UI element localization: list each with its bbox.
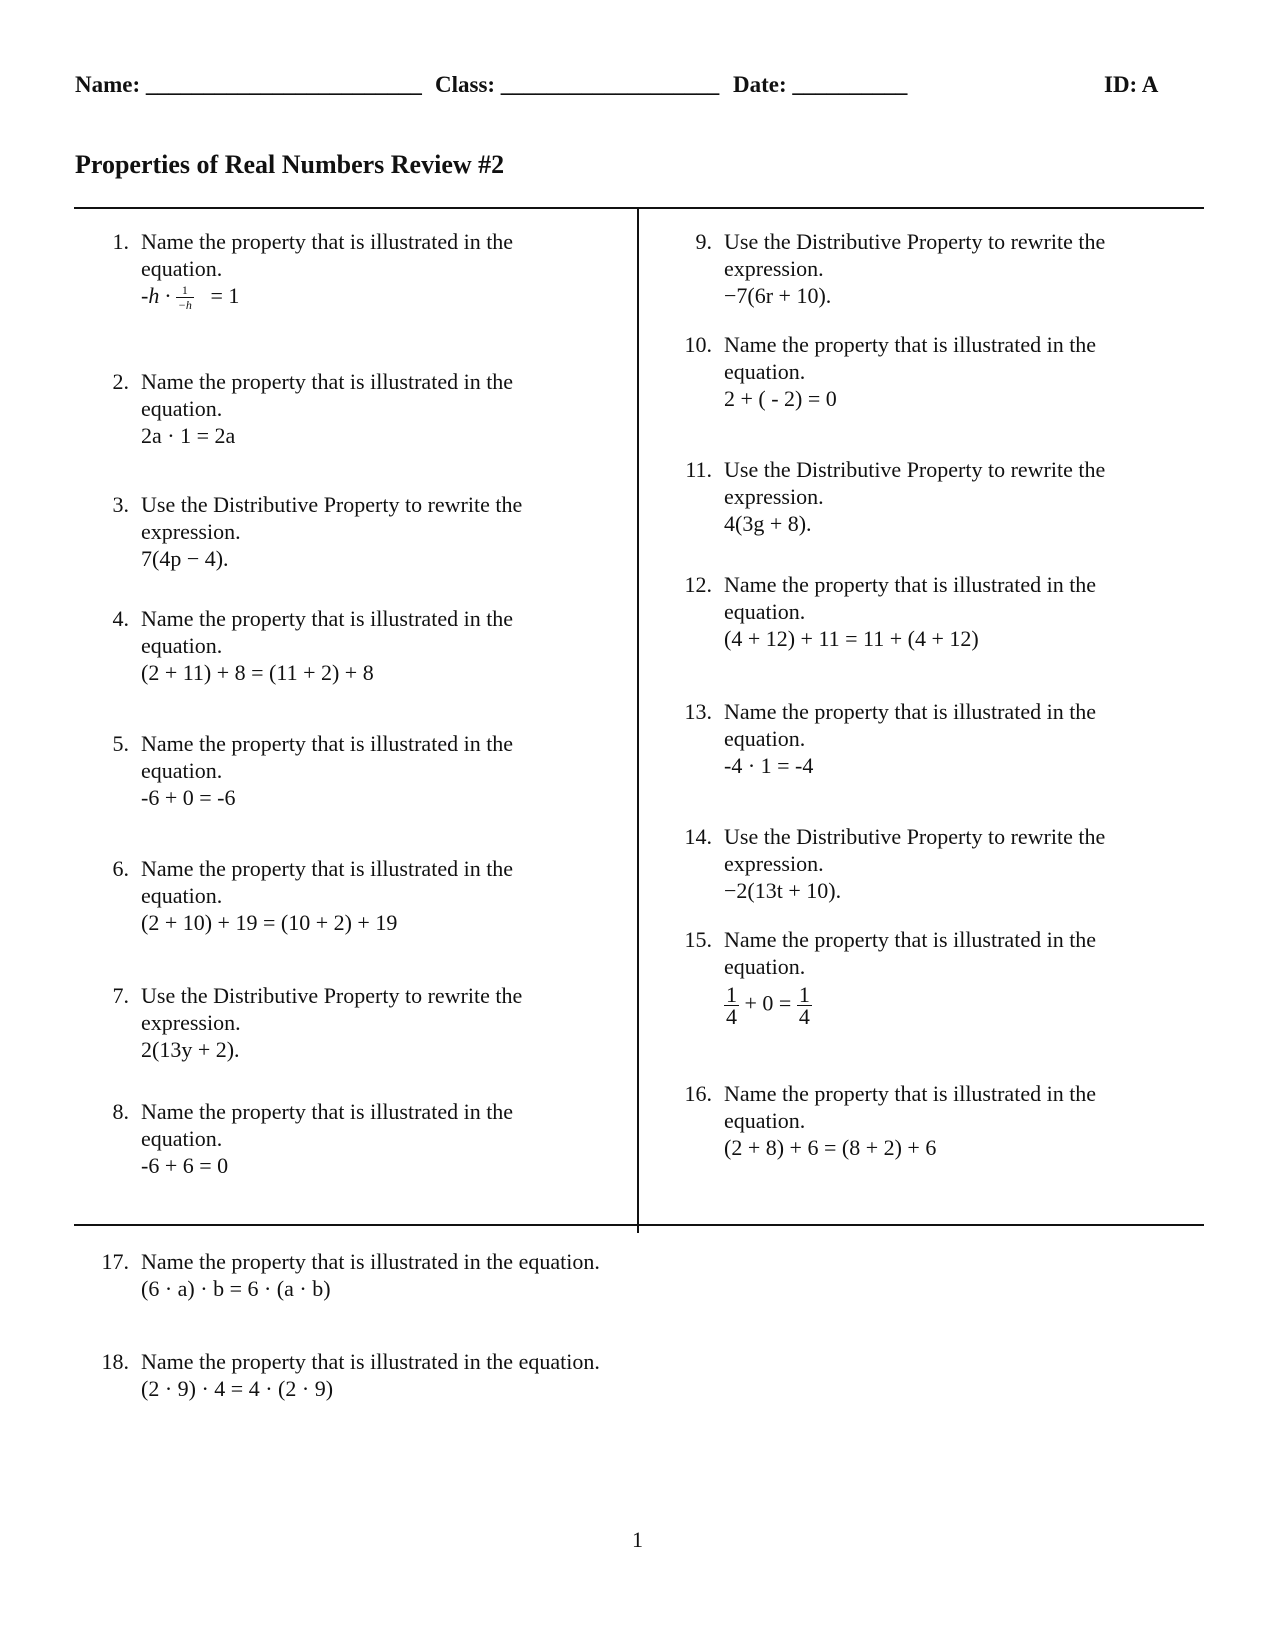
question-equation bbox=[724, 984, 1144, 1027]
question-3 bbox=[112, 491, 561, 572]
class-field-label: Class: ___________________ bbox=[435, 72, 720, 97]
question-equation: -6 + 6 = 0 bbox=[141, 1153, 229, 1178]
fraction bbox=[797, 984, 812, 1027]
question-number: 18. bbox=[101, 1349, 129, 1374]
question-expression: −2(13t + 10). bbox=[724, 878, 842, 903]
question-number: 17. bbox=[101, 1249, 129, 1274]
question-7 bbox=[112, 982, 561, 1063]
question-number: 5. bbox=[112, 731, 129, 756]
question-text: Name the property that is illustrated in the equation. bbox=[724, 1081, 1097, 1133]
question-expression: 2(13y + 2). bbox=[141, 1037, 240, 1062]
question-number: 12. bbox=[684, 572, 712, 597]
fraction-denominator: −h bbox=[177, 298, 192, 313]
question-text: Use the Distributive Property to rewrite the expression. bbox=[141, 492, 523, 544]
question-number: 8. bbox=[112, 1099, 129, 1124]
fraction bbox=[176, 284, 194, 311]
question-equation: 2 + ( - 2) = 0 bbox=[724, 386, 837, 411]
question-4 bbox=[112, 605, 561, 686]
question-8 bbox=[112, 1098, 561, 1179]
question-14 bbox=[684, 823, 1144, 904]
question-equation: (2 + 11) + 8 = (11 + 2) + 8 bbox=[141, 660, 374, 685]
id-label: ID: A bbox=[1104, 72, 1159, 97]
question-9 bbox=[695, 228, 1144, 309]
question-number: 3. bbox=[112, 492, 129, 517]
question-text: Name the property that is illustrated in the equation. bbox=[141, 606, 514, 658]
question-text: Name the property that is illustrated in the equation. bbox=[141, 1249, 600, 1274]
question-text: Name the property that is illustrated in the equation. bbox=[724, 927, 1097, 979]
question-number: 14. bbox=[684, 824, 712, 849]
question-expression: 4(3g + 8). bbox=[724, 511, 812, 536]
date-field-label: Date: __________ bbox=[733, 72, 908, 97]
question-equation bbox=[141, 282, 561, 311]
fraction bbox=[724, 984, 739, 1027]
question-expression: −7(6r + 10). bbox=[724, 283, 832, 308]
fraction-denominator: 4 bbox=[726, 1004, 737, 1029]
question-text: Name the property that is illustrated in the equation. bbox=[141, 856, 514, 908]
question-number: 16. bbox=[684, 1081, 712, 1106]
question-text: Name the property that is illustrated in the equation. bbox=[141, 369, 514, 421]
question-equation: (2 + 10) + 19 = (10 + 2) + 19 bbox=[141, 910, 398, 935]
question-number: 11. bbox=[685, 457, 712, 482]
question-equation: (2 + 8) + 6 = (8 + 2) + 6 bbox=[724, 1135, 937, 1160]
question-text: Name the property that is illustrated in the equation. bbox=[141, 731, 514, 783]
top-divider bbox=[74, 207, 1204, 209]
question-5 bbox=[112, 730, 561, 811]
question-18 bbox=[101, 1348, 841, 1402]
question-number: 13. bbox=[684, 699, 712, 724]
question-equation: -4 · 1 = -4 bbox=[724, 753, 814, 778]
eq-right: = 1 bbox=[210, 283, 240, 308]
fraction-numerator: 1 bbox=[798, 982, 810, 1007]
question-text: Name the property that is illustrated in the equation. bbox=[141, 1099, 514, 1151]
question-number: 4. bbox=[112, 606, 129, 631]
question-equation: (6 · a) · b = 6 · (a · b) bbox=[141, 1276, 331, 1301]
question-text: Name the property that is illustrated in the equation. bbox=[141, 1349, 600, 1374]
question-text: Name the property that is illustrated in the equation. bbox=[724, 699, 1097, 751]
worksheet-title: Properties of Real Numbers Review #2 bbox=[75, 150, 505, 179]
question-12 bbox=[684, 571, 1144, 652]
question-number: 10. bbox=[684, 332, 712, 357]
question-11 bbox=[685, 456, 1144, 537]
bottom-divider bbox=[74, 1224, 1204, 1226]
question-text: Use the Distributive Property to rewrite the expression. bbox=[724, 229, 1106, 281]
question-expression: 7(4p − 4). bbox=[141, 546, 229, 571]
fraction-numerator: 1 bbox=[726, 982, 737, 1007]
question-13 bbox=[684, 698, 1144, 779]
column-divider bbox=[637, 208, 639, 1233]
question-equation: -6 + 0 = -6 bbox=[141, 785, 236, 810]
question-10 bbox=[684, 331, 1144, 412]
question-text: Use the Distributive Property to rewrite the expression. bbox=[141, 983, 523, 1035]
fraction-denominator: 4 bbox=[798, 1004, 810, 1029]
question-number: 15. bbox=[684, 927, 712, 952]
question-number: 7. bbox=[112, 983, 129, 1008]
question-2 bbox=[112, 368, 561, 449]
question-17 bbox=[101, 1248, 841, 1302]
question-number: 9. bbox=[695, 229, 712, 254]
question-text: Use the Distributive Property to rewrite the expression. bbox=[724, 824, 1106, 876]
question-equation: 2a · 1 = 2a bbox=[141, 423, 236, 448]
question-text: Name the property that is illustrated in the equation. bbox=[141, 229, 514, 281]
page-number: 1 bbox=[632, 1527, 643, 1552]
question-number: 1. bbox=[112, 229, 129, 254]
question-text: Name the property that is illustrated in the equation. bbox=[724, 572, 1097, 624]
name-field-label: Name: ________________________ bbox=[75, 72, 422, 97]
fraction-numerator: 1 bbox=[176, 284, 194, 298]
question-number: 6. bbox=[112, 856, 129, 881]
question-number: 2. bbox=[112, 369, 129, 394]
question-1 bbox=[112, 228, 561, 313]
eq-left: -h · bbox=[141, 283, 171, 308]
question-equation: (2 · 9) · 4 = 4 · (2 · 9) bbox=[141, 1376, 334, 1401]
question-text: Name the property that is illustrated in the equation. bbox=[724, 332, 1097, 384]
question-text: Use the Distributive Property to rewrite the expression. bbox=[724, 457, 1106, 509]
question-equation: (4 + 12) + 11 = 11 + (4 + 12) bbox=[724, 626, 979, 651]
question-6 bbox=[112, 855, 561, 936]
question-16 bbox=[684, 1080, 1144, 1161]
eq-middle: + 0 = bbox=[744, 990, 792, 1016]
question-15 bbox=[684, 926, 1144, 1029]
